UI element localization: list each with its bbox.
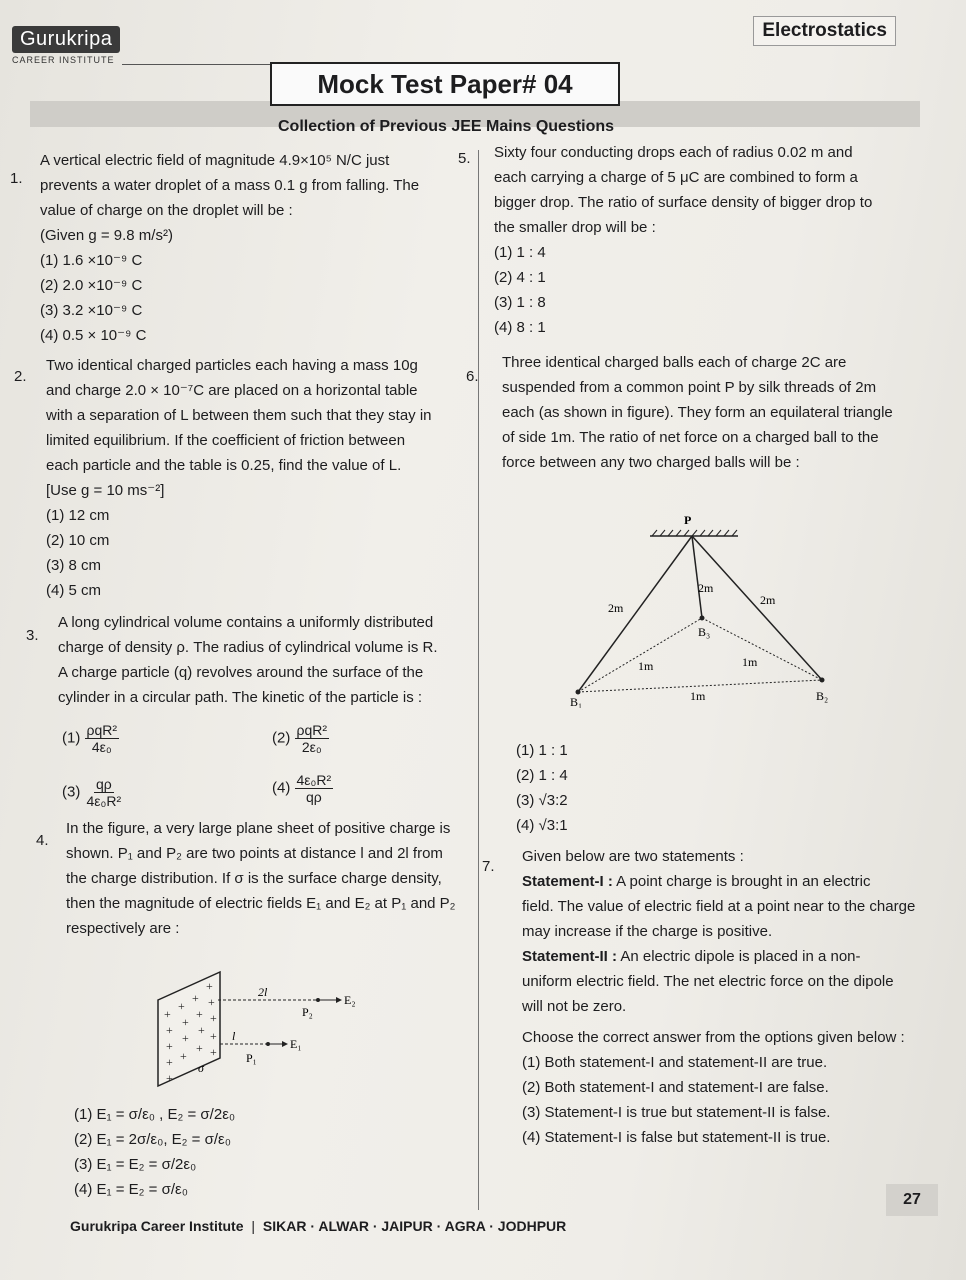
svg-text:+: +	[206, 979, 213, 993]
q3-opt2-numerator: ρqR²	[296, 722, 328, 738]
page-number: 27	[886, 1184, 938, 1216]
q3-option-4-fraction	[295, 772, 334, 805]
svg-text:+: +	[196, 1041, 203, 1055]
q3-opt4-denominator: qρ	[305, 789, 322, 805]
q7-statement-1-line: A point charge is brought in an electric	[612, 873, 871, 890]
q6-option-1[interactable]: (1) 1 : 1	[516, 742, 568, 759]
q4-option-2[interactable]: (2) E₁ = 2σ/ε₀, E₂ = σ/ε₀	[74, 1131, 231, 1148]
svg-text:+: +	[166, 1071, 173, 1085]
q5-option-3[interactable]: (3) 1 : 8	[494, 294, 546, 311]
q1-line: (Given g = 9.8 m/s²)	[40, 227, 173, 244]
ball-b2	[820, 678, 825, 683]
q3-opt1-numerator: ρqR²	[86, 722, 118, 738]
ball-b3	[700, 616, 705, 621]
q7-instruction: Choose the correct answer from the options given below :	[522, 1029, 905, 1046]
q7-statement-1-line: may increase if the charge is positive.	[522, 923, 773, 940]
q3-opt3-numerator: qρ	[95, 776, 112, 792]
label-thread-b1-2m: 2m	[608, 601, 624, 615]
q4-option-3[interactable]: (3) E₁ = E₂ = σ/2ε₀	[74, 1156, 197, 1173]
q3-line: A long cylindrical volume contains a uniformly distributed	[58, 614, 434, 631]
column-divider	[478, 150, 479, 1210]
q2-option-1[interactable]: (1) 12 cm	[46, 507, 110, 524]
svg-text:+: +	[210, 1045, 217, 1059]
q4-options	[74, 1102, 474, 1202]
label-l: l	[232, 1029, 236, 1043]
q6-line: of side 1m. The ratio of net force on a charged ball to the	[502, 429, 879, 446]
q3-line: cylinder in a circular path. The kinetic of the particle is :	[58, 689, 423, 706]
label-side-b1-b3: 1m	[638, 659, 654, 673]
q4-number: 4.	[36, 832, 49, 849]
q6-line: suspended from a common point P by silk threads of 2m	[502, 379, 877, 396]
q5-line: bigger drop. The ratio of surface density of bigger drop to	[494, 194, 873, 211]
footer-institute: Gurukripa Career Institute	[70, 1218, 244, 1234]
label-2l: 2l	[258, 985, 268, 999]
label-side-b3-b2: 1m	[742, 655, 758, 669]
q5-option-2[interactable]: (2) 4 : 1	[494, 269, 546, 286]
arrow-e2-head	[336, 997, 342, 1003]
question-2	[46, 353, 476, 603]
q3-opt4-numerator: 4ε₀R²	[296, 772, 332, 788]
q3-option-4[interactable]	[272, 772, 333, 805]
q2-line: and charge 2.0 × 10⁻⁷C are placed on a horizontal table	[46, 382, 418, 399]
label-thread-b2-2m: 2m	[760, 593, 776, 607]
question-1	[40, 148, 470, 348]
label-side-b1-b2: 1m	[690, 689, 706, 703]
q4-option-1[interactable]: (1) E₁ = σ/ε₀ , E₂ = σ/2ε₀	[74, 1106, 236, 1123]
q3-option-2-label: (2)	[272, 729, 291, 747]
q6-option-3[interactable]: (3) √3:2	[516, 792, 568, 809]
q6-line: each (as shown in figure). They form an equilateral triangle	[502, 404, 893, 421]
q7-intro: Given below are two statements :	[522, 848, 744, 865]
q3-option-1-fraction	[85, 722, 120, 755]
q6-option-2[interactable]: (2) 1 : 4	[516, 767, 568, 784]
q3-opt3-denominator: 4ε₀R²	[86, 793, 122, 809]
q4-line: respectively are :	[66, 920, 180, 937]
question-5	[494, 140, 914, 340]
label-p1: P₁	[246, 1051, 257, 1065]
label-b2: B₂	[816, 689, 829, 703]
q7-option-3[interactable]: (3) Statement-I is true but statement-II is false.	[522, 1104, 831, 1121]
thread-b3	[692, 536, 702, 618]
logo-subtitle: CAREER INSTITUTE	[12, 55, 115, 65]
q1-option-2[interactable]: (2) 2.0 ×10⁻⁹ C	[40, 277, 143, 294]
label-thread-b3-2m: 2m	[698, 581, 714, 595]
q4-line: shown. P₁ and P₂ are two points at distance l and 2l from	[66, 845, 443, 862]
q7-option-2[interactable]: (2) Both statement-I and statement-I are false.	[522, 1079, 829, 1096]
footer	[70, 1218, 566, 1234]
question-7	[522, 844, 942, 1150]
svg-text:+: +	[166, 1023, 173, 1037]
q2-option-2[interactable]: (2) 10 cm	[46, 532, 110, 549]
q7-option-1[interactable]: (1) Both statement-I and statement-II are true.	[522, 1054, 828, 1071]
q3-option-3-fraction	[85, 776, 124, 809]
suspended-balls-figure	[560, 508, 850, 708]
footer-cities: SIKAR · ALWAR · JAIPUR · AGRA · JODHPUR	[262, 1218, 567, 1234]
q7-option-4[interactable]: (4) Statement-I is false but statement-II is true.	[522, 1129, 831, 1146]
svg-text:+: +	[208, 995, 215, 1009]
point-p1	[266, 1042, 270, 1046]
q4-option-4[interactable]: (4) E₁ = E₂ = σ/ε₀	[74, 1181, 188, 1198]
q2-option-3[interactable]: (3) 8 cm	[46, 557, 102, 574]
svg-text:+: +	[182, 1031, 189, 1045]
q3-option-2-fraction	[295, 722, 330, 755]
q7-statement-1-label: Statement-I :	[522, 873, 613, 890]
label-e2: E₂	[344, 993, 356, 1007]
q7-statement-1-line: field. The value of electric field at a point near to the charge	[522, 898, 916, 915]
q2-line: Two identical charged particles each having a mass 10g	[46, 357, 418, 374]
svg-text:+: +	[198, 1023, 205, 1037]
q3-line: charge of density ρ. The radius of cylindrical volume is R.	[58, 639, 438, 656]
point-p-label: P	[684, 513, 692, 527]
logo-text: Gurukripa	[12, 26, 120, 53]
q5-line: the smaller drop will be :	[494, 219, 656, 236]
q6-option-4[interactable]: (4) √3:1	[516, 817, 568, 834]
q1-line: value of charge on the droplet will be :	[40, 202, 293, 219]
ball-b1	[576, 690, 581, 695]
q1-line: A vertical electric field of magnitude 4.9×10⁵ N/C just	[40, 152, 390, 169]
q2-number: 2.	[14, 368, 27, 385]
q4-line: In the figure, a very large plane sheet of positive charge is	[66, 820, 451, 837]
ceiling-hatching	[652, 530, 737, 536]
q4-line: the charge distribution. If σ is the surface charge density,	[66, 870, 442, 887]
q3-option-3[interactable]	[62, 776, 123, 809]
q3-number: 3.	[26, 627, 39, 644]
q1-number: 1.	[10, 170, 23, 187]
question-6	[502, 350, 922, 475]
q3-opt1-denominator: 4ε₀	[91, 739, 112, 755]
label-b3: B₃	[698, 625, 711, 639]
svg-text:+: +	[196, 1007, 203, 1021]
svg-text:+: +	[166, 1039, 173, 1053]
q5-number: 5.	[458, 150, 471, 167]
q1-option-3[interactable]: (3) 3.2 ×10⁻⁹ C	[40, 302, 143, 319]
charged-sheet-figure	[140, 960, 380, 1100]
paper-title: Mock Test Paper# 04	[270, 62, 620, 106]
q5-line: each carrying a charge of 5 μC are combined to form a	[494, 169, 858, 186]
q2-line: [Use g = 10 ms⁻²]	[46, 482, 165, 499]
q3-line: A charge particle (q) revolves around the surface of the	[58, 664, 424, 681]
svg-text:+: +	[166, 1055, 173, 1069]
footer-separator: |	[251, 1218, 256, 1234]
subject-label: Electrostatics	[753, 16, 896, 46]
svg-text:+: +	[180, 1049, 187, 1063]
q1-option-4[interactable]: (4) 0.5 × 10⁻⁹ C	[40, 327, 147, 344]
q7-number: 7.	[482, 858, 495, 875]
q1-line: prevents a water droplet of a mass 0.1 g from falling. The	[40, 177, 420, 194]
q5-option-4[interactable]: (4) 8 : 1	[494, 319, 546, 336]
q2-line: with a separation of L between them such that they stay in	[46, 407, 432, 424]
q6-line: force between any two charged balls will be :	[502, 454, 800, 471]
q3-option-2[interactable]	[272, 722, 329, 755]
q3-option-1-label: (1)	[62, 729, 81, 747]
q3-opt2-denominator: 2ε₀	[301, 739, 322, 755]
q7-statement-2-label: Statement-II :	[522, 948, 618, 965]
q3-option-4-label: (4)	[272, 779, 291, 797]
q2-line: limited equilibrium. If the coefficient of friction between	[46, 432, 406, 449]
svg-text:+: +	[178, 999, 185, 1013]
svg-text:+: +	[210, 1029, 217, 1043]
side-b3-b2	[702, 618, 822, 680]
label-p2: P₂	[302, 1005, 313, 1019]
question-4	[66, 816, 476, 941]
arrow-e1-head	[282, 1041, 288, 1047]
sigma-label: σ	[198, 1061, 204, 1075]
svg-text:+: +	[164, 1007, 171, 1021]
q6-options	[516, 738, 816, 838]
q5-line: Sixty four conducting drops each of radius 0.02 m and	[494, 144, 853, 161]
question-3	[58, 610, 473, 710]
collection-title: Collection of Previous JEE Mains Questions	[278, 118, 615, 135]
institute-logo	[12, 26, 120, 65]
q3-option-1[interactable]	[62, 722, 119, 755]
q1-option-1[interactable]: (1) 1.6 ×10⁻⁹ C	[40, 252, 143, 269]
q6-number: 6.	[466, 368, 479, 385]
side-b1-b3	[578, 618, 702, 692]
q3-option-3-label: (3)	[62, 783, 81, 801]
svg-text:+: +	[192, 991, 199, 1005]
q2-option-4[interactable]: (4) 5 cm	[46, 582, 102, 599]
q2-line: each particle and the table is 0.25, find the value of L.	[46, 457, 402, 474]
q5-option-1[interactable]: (1) 1 : 4	[494, 244, 546, 261]
svg-text:+: +	[182, 1015, 189, 1029]
q7-statement-2-line: An electric dipole is placed in a non-	[617, 948, 861, 965]
q7-statement-2-line: will not be zero.	[522, 998, 627, 1015]
header-rule	[122, 64, 272, 65]
q4-line: then the magnitude of electric fields E₁ and E₂ at P₁ and P₂	[66, 895, 456, 912]
thread-b1	[578, 536, 692, 692]
q6-line: Three identical charged balls each of charge 2C are	[502, 354, 847, 371]
svg-text:+: +	[210, 1011, 217, 1025]
label-e1: E₁	[290, 1037, 302, 1051]
label-b1: B₁	[570, 695, 583, 708]
point-p2	[316, 998, 320, 1002]
q7-statement-2-line: uniform electric field. The net electric force on the dipole	[522, 973, 894, 990]
